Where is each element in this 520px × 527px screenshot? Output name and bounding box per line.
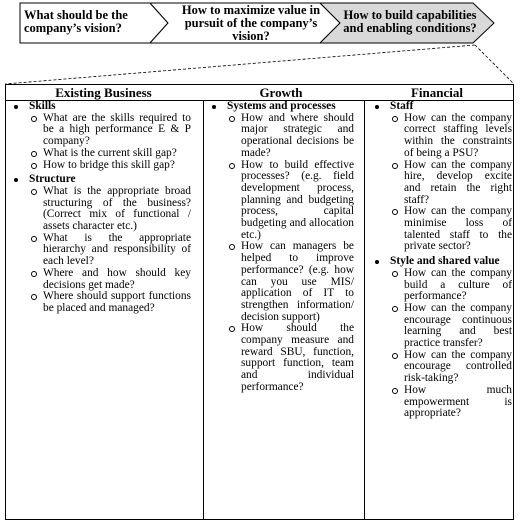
column-growth	[209, 101, 354, 394]
header-financial: Financial	[410, 85, 463, 100]
column-divider	[203, 101, 204, 519]
section-title: Skills	[11, 101, 191, 113]
header-growth: Growth	[259, 85, 303, 100]
question-item: How to build effective processes? (e.g. field development process, planning and budgeting process, capital budgeting and allocation etc.)	[209, 160, 354, 242]
section-title: Style and shared value	[372, 256, 512, 268]
step3-label: How to build capabilities and enabling conditions?	[343, 8, 477, 35]
step1-label: What should be the company’s vision?	[24, 8, 128, 35]
question-item: Where and how should key decisions get made?	[11, 268, 191, 291]
step2-label: How to maximize value in pursuit of the company’s vision?	[181, 3, 321, 43]
column-divider	[364, 101, 365, 519]
column-financial	[372, 101, 512, 420]
question-item: How can managers be helped to improve performance? (e.g. how can you use MIS/ application of IT to strengthen information/ decision support)	[209, 241, 354, 323]
question-item: How can the company encourage controlled risk-taking?	[372, 350, 512, 385]
question-item: What is the appropriate hierarchy and responsibility of each level?	[11, 233, 191, 268]
question-item: What is the current skill gap?	[11, 148, 191, 160]
question-item: How should the company measure and reward SBU, function, support function, team and individual performance?	[209, 323, 354, 393]
question-item: What are the skills required to be a high performance E & P company?	[11, 113, 191, 148]
question-item: What is the appropriate broad structuring of the business? (Correct mix of functional / assets character etc.)	[11, 186, 191, 233]
question-item: How can the company minimise loss of talented staff to the private sector?	[372, 206, 512, 253]
question-item: How can the company encourage continuous learning and best practice transfer?	[372, 303, 512, 350]
header-existing-business: Existing Business	[55, 85, 152, 100]
question-item: How can the company build a culture of performance?	[372, 268, 512, 303]
capabilities-table	[5, 84, 514, 520]
section-title: Staff	[372, 101, 512, 113]
question-item: How much empowerment is appropriate?	[372, 385, 512, 420]
question-item: How to bridge this skill gap?	[11, 160, 191, 172]
section-title: Structure	[11, 174, 191, 186]
section-title: Systems and processes	[209, 101, 354, 113]
question-item: How can the company correct staffing levels within the constraints of being a PSU?	[372, 113, 512, 160]
column-existing-business	[11, 101, 191, 315]
question-item: How can the company hire, develop excite and retain the right staff?	[372, 160, 512, 207]
question-item: How and where should major strategic and operational decisions be made?	[209, 113, 354, 160]
question-item: Where should support functions be placed and managed?	[11, 291, 191, 314]
